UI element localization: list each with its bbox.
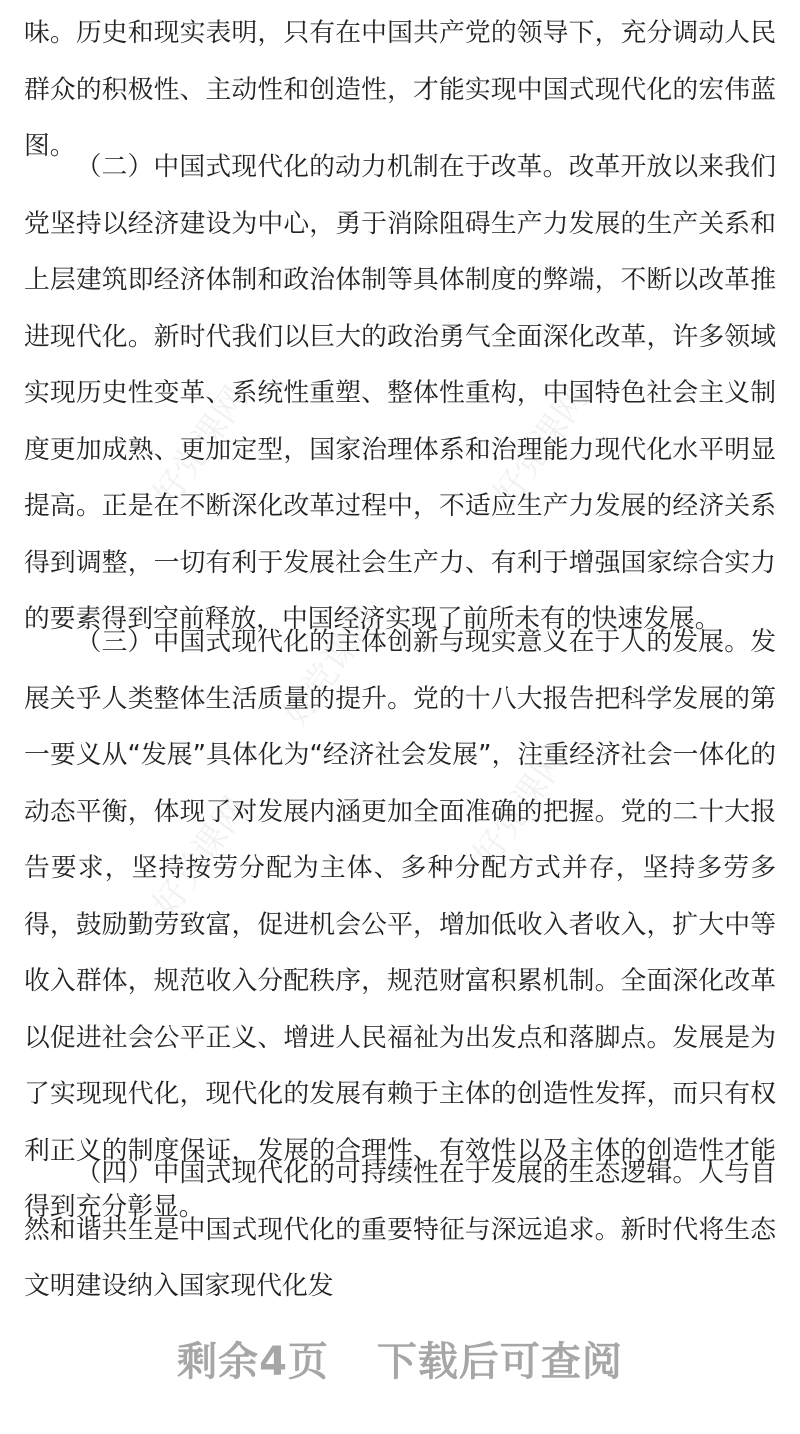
paragraph-4: （四）中国式现代化的可持续性在于发展的生态逻辑。人与自然和谐共生是中国式现代化的重要特征与深远追求。新时代将生态文明建设纳入国家现代化发 [24, 1158, 776, 1301]
watermark-2: 好党课网 [485, 379, 597, 514]
download-to-view-label[interactable]: 下载后可查阅 [376, 1339, 623, 1385]
paragraph-1: 味。历史和现实表明，只有在中国共产党的领导下，充分调动人民群众的积极性、主动性和创造性，才能实现中国式现代化的宏伟蓝图。 [24, 18, 776, 161]
watermark-4: 好党课网 [145, 789, 257, 924]
remaining-pages-notice[interactable] [0, 1330, 800, 1387]
paragraph-3: （三）中国式现代化的主体创新与现实意义在于人的发展。发展关乎人类整体生活质量的提升。党的十八大报告把科学发展的第一要义从“发展”具体化为“经济社会发展”，注重经济社会一体化的动态平衡，体现了对发展内涵更加全面准确的把握。党的二十大报告要求，坚持按劳分配为主体、多种分配方式并存，坚持多劳多得，鼓励勤劳致富，促进机会公平，增加低收入者收入，扩大中等收入群体，规范收入分配秩序，规范财富积累机制。全面深化改革以促进社会公平正义、增进人民福祉为出发点和落脚点。发展是为了实现现代化，现代化的发展有赖于主体的创造性发挥，而只有权利正义的制度保证，发展的合理性、有效性以及主体的创造性才能得到充分彰显。 [24, 627, 776, 1222]
remaining-pages-label: 剩余4页 [177, 1339, 329, 1385]
watermark-5: 好党课网 [465, 739, 577, 874]
watermark-3: 好党课网 [275, 599, 387, 734]
watermark-1: 好党课网 [145, 379, 257, 514]
paragraph-2: （二）中国式现代化的动力机制在于改革。改革开放以来我们党坚持以经济建设为中心，勇于消除阻碍生产力发展的生产关系和上层建筑即经济体制和政治体制等具体制度的弊端，不断以改革推进现代化。新时代我们以巨大的政治勇气全面深化改革，许多领域实现历史性变革、系统性重塑、整体性重构，中国特色社会主义制度更加成熟、更加定型，国家治理体系和治理能力现代化水平明显提高。正是在不断深化改革过程中，不适应生产力发展的经济关系得到调整，一切有利于发展社会生产力、有利于增强国家综合实力的要素得到空前释放，中国经济实现了前所未有的快速发展。 [24, 152, 776, 634]
